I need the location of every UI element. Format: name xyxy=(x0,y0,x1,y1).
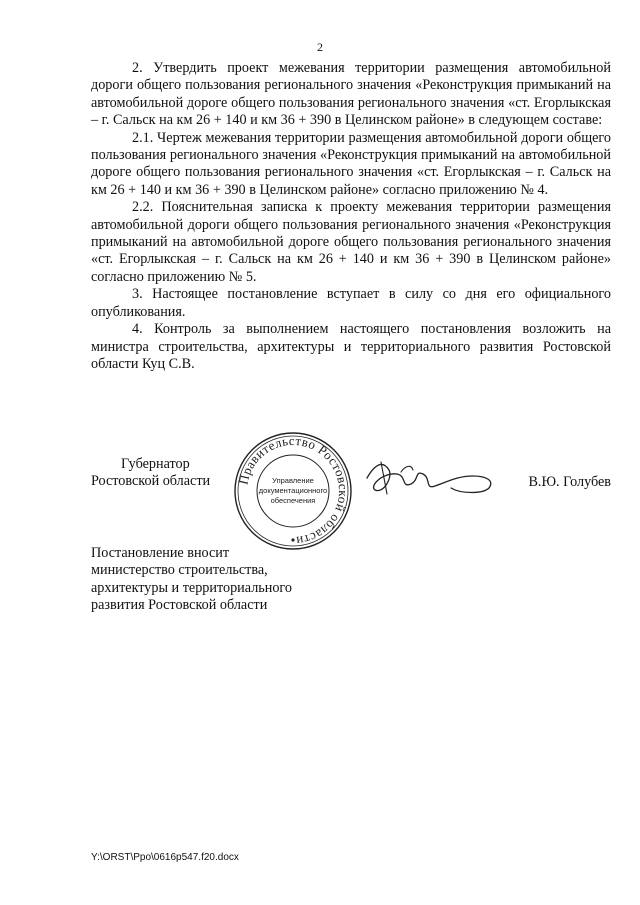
paragraph-3: 3. Настоящее постановление вступает в силу со дня его официального опубликования. xyxy=(91,286,611,320)
seal-ring-text: Правительство Ростовской области xyxy=(235,432,352,549)
position-line-1: Губернатор xyxy=(121,456,190,472)
signatory-position xyxy=(91,456,210,491)
seal-dot xyxy=(291,538,294,541)
submitted-line-3: архитектуры и территориального xyxy=(91,579,292,596)
submitted-by-note xyxy=(91,545,351,615)
seal-center-line-2: документационного xyxy=(258,486,328,495)
paragraph-2: 2. Утвердить проект межевания территории размещения автомобильной дороги общего пользования регионального значения «Реконструкция примыканий на автомобильной дороге общего пользования регионального значения «ст. Егорлыкская – г. Сальск на км 26 + 140 и км 36 + 390 в Целинском районе» в следующем составе: xyxy=(91,60,611,129)
seal-center-line-3: обеспечения xyxy=(270,496,316,505)
page-number: 2 xyxy=(317,40,323,54)
submitted-line-4: развития Ростовской области xyxy=(91,597,268,614)
handwritten-signature xyxy=(361,454,501,502)
seal-center-line-1: Управление xyxy=(272,476,314,485)
signatory-name: В.Ю. Голубев xyxy=(528,474,611,490)
file-path-footer: Y:\ORST\Ppo\0616p547.f20.docx xyxy=(91,852,239,863)
submitted-line-2: министерство строительства, xyxy=(91,562,268,579)
paragraph-4: 4. Контроль за выполнением настоящего постановления возложить на министра строительства, архитектуры и территориального развития Ростовской области Куц С.В. xyxy=(91,321,611,372)
paragraph-2-2: 2.2. Пояснительная записка к проекту межевания территории размещения автомобильной дороги общего пользования регионального значения «Реконструкция примыканий на автомобильной дороге общего пользования регионального значения «ст. Егорлыкская – г. Сальск на км 26 + 140 и км 36 + 390 в Целинском районе» согласно приложению № 5. xyxy=(91,199,611,285)
paragraph-2-1: 2.1. Чертеж межевания территории размещения автомобильной дороги общего пользования регионального значения «Реконструкция примыканий на автомобильной дороге общего пользования регионального значения «ст. Егорлыкская – г. Сальск на км 26 + 140 и км 36 + 390 в Целинском районе» согласно приложению № 4. xyxy=(91,129,611,198)
position-line-2: Ростовской области xyxy=(91,473,211,490)
decree-body xyxy=(91,60,611,373)
official-seal-stamp xyxy=(231,429,355,553)
submitted-line-1: Постановление вносит xyxy=(91,545,230,561)
